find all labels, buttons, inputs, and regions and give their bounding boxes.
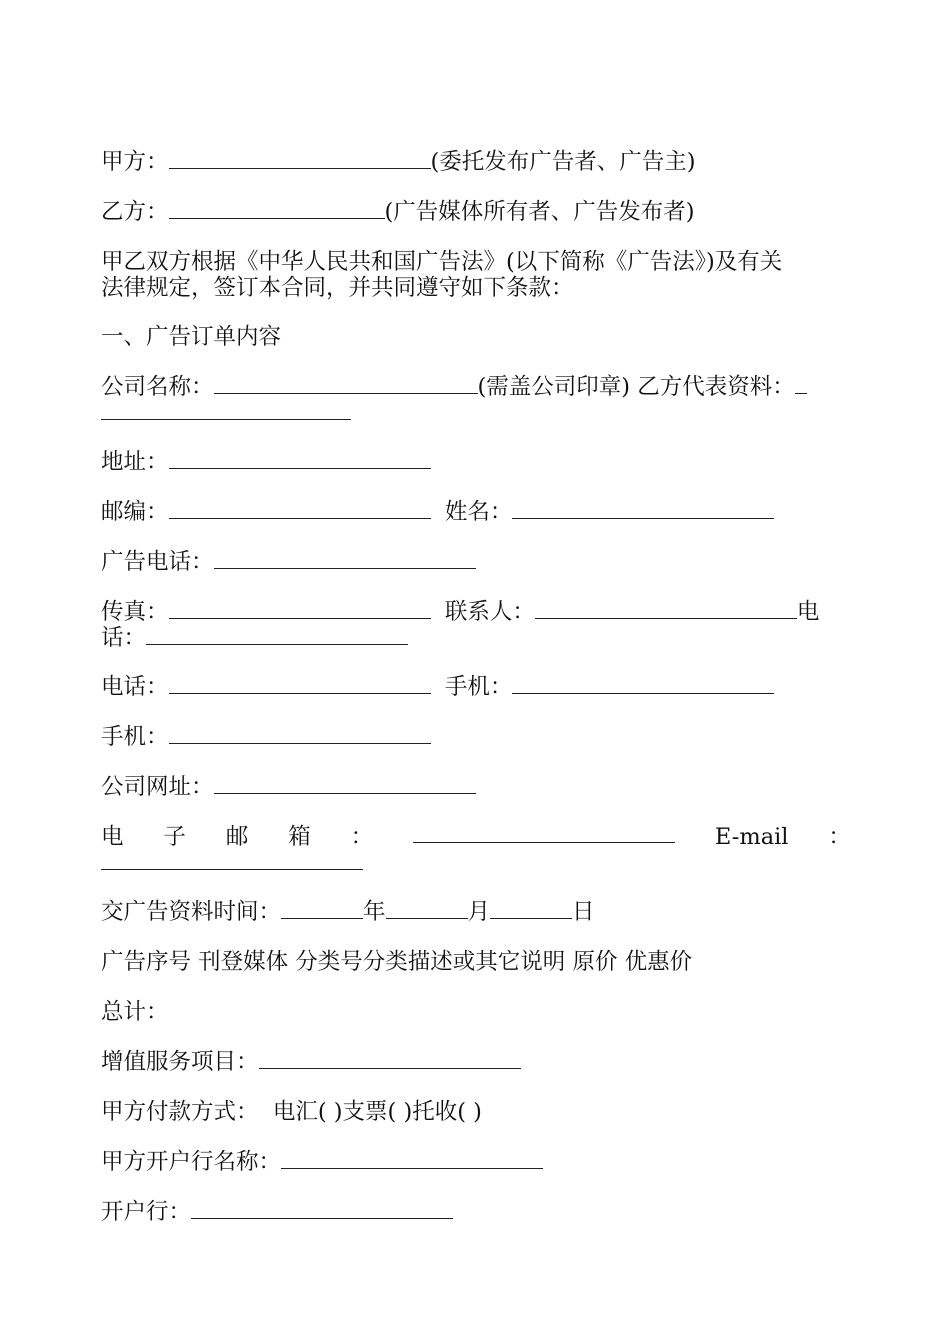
email-en-label: E-mail (714, 824, 789, 850)
address-line (101, 449, 851, 475)
payment-options[interactable]: 电汇( )支票( )托收( ) (272, 1099, 482, 1125)
postcode-label: 邮编： (101, 499, 169, 525)
mobile-label: 手机： (101, 724, 169, 750)
email-char-1: 电 (101, 824, 124, 850)
company-line-wrap (101, 400, 851, 426)
preamble-line-2: 法律规定，签订本合同，并共同遵守如下条款： (101, 275, 574, 301)
ad-phone-line (101, 549, 851, 575)
contact-label: 联系人： (444, 599, 535, 625)
email-colon: ： (350, 824, 374, 850)
email-char-3: 邮 (225, 824, 249, 850)
bank-line (101, 1199, 851, 1225)
address-label: 地址： (101, 449, 169, 475)
mobile-label-inline: 手机： (444, 674, 513, 700)
postcode-line (101, 499, 851, 525)
payment-label: 甲方付款方式： (101, 1099, 259, 1125)
fax-blank[interactable] (169, 600, 431, 619)
company-label: 公司名称： (101, 374, 214, 400)
table-header-line: 广告序号 刊登媒体 分类号分类描述或其它说明 原价 优惠价 (101, 949, 693, 975)
bank-name-line (101, 1149, 851, 1175)
mobile-blank-inline[interactable] (512, 675, 774, 694)
year-label: 年 (363, 899, 386, 925)
rep-blank-start[interactable] (795, 375, 807, 394)
phone-label: 电话： (101, 674, 169, 700)
email-char-2: 子 (163, 824, 186, 850)
bank-blank[interactable] (191, 1200, 453, 1219)
contact-blank[interactable] (535, 600, 797, 619)
mobile-blank[interactable] (169, 725, 431, 744)
value-added-label: 增值服务项目： (101, 1049, 259, 1075)
fax-phone-blank[interactable] (146, 626, 408, 645)
section-1-title: 一、广告订单内容 (101, 324, 282, 350)
total-line: 总计： (101, 999, 169, 1025)
ad-phone-label: 广告电话： (101, 549, 214, 575)
submit-time-label: 交广告资料时间： (101, 899, 282, 925)
postcode-blank[interactable] (169, 500, 431, 519)
day-label: 日 (572, 899, 595, 925)
bank-name-label: 甲方开户行名称： (101, 1149, 282, 1175)
email-line-wrap (101, 850, 851, 876)
phone-blank[interactable] (169, 675, 431, 694)
name-label: 姓名： (444, 499, 513, 525)
fax-line (101, 599, 851, 625)
email-en-blank[interactable] (101, 851, 363, 870)
website-label: 公司网址： (101, 774, 214, 800)
party-b-note: (广告媒体所有者、广告发布者) (384, 199, 695, 225)
party-a-line (101, 149, 851, 175)
party-b-line (101, 199, 851, 225)
preamble-line-1: 甲乙双方根据《中华人民共和国广告法》(以下简称《广告法》)及有关 (101, 249, 783, 275)
fax-label: 传真： (101, 599, 169, 625)
phone-line (101, 674, 851, 700)
address-blank[interactable] (169, 450, 431, 469)
mobile-line (101, 724, 851, 750)
submit-time-line (101, 899, 851, 925)
rep-blank-cont[interactable] (101, 401, 351, 420)
rep-label: 乙方代表资料： (637, 374, 795, 400)
email-colon-2: ： (828, 824, 851, 850)
ad-phone-blank[interactable] (214, 550, 476, 569)
company-note: (需盖公司印章) (477, 374, 631, 400)
party-a-note: (委托发布广告者、广告主) (430, 149, 696, 175)
party-b-blank[interactable] (169, 200, 385, 219)
bank-name-blank[interactable] (281, 1150, 543, 1169)
fax-phone-part2: 话： (101, 625, 147, 651)
month-blank[interactable] (386, 900, 468, 919)
value-added-blank[interactable] (259, 1050, 521, 1069)
day-blank[interactable] (490, 900, 572, 919)
fax-line-wrap (101, 625, 851, 651)
party-b-label: 乙方： (101, 199, 169, 225)
email-char-4: 箱 (288, 824, 311, 850)
payment-line (101, 1099, 851, 1125)
email-blank[interactable] (413, 824, 675, 843)
website-line (101, 774, 851, 800)
company-blank[interactable] (214, 375, 478, 394)
website-blank[interactable] (214, 775, 476, 794)
party-a-label: 甲方： (101, 149, 169, 175)
company-line (101, 374, 851, 400)
bank-label: 开户行： (101, 1199, 192, 1225)
value-added-line (101, 1049, 851, 1075)
fax-phone-part1: 电 (796, 599, 820, 625)
name-blank[interactable] (512, 500, 774, 519)
party-a-blank[interactable] (169, 150, 431, 169)
year-blank[interactable] (281, 900, 363, 919)
month-label: 月 (467, 899, 491, 925)
email-line (101, 824, 851, 850)
